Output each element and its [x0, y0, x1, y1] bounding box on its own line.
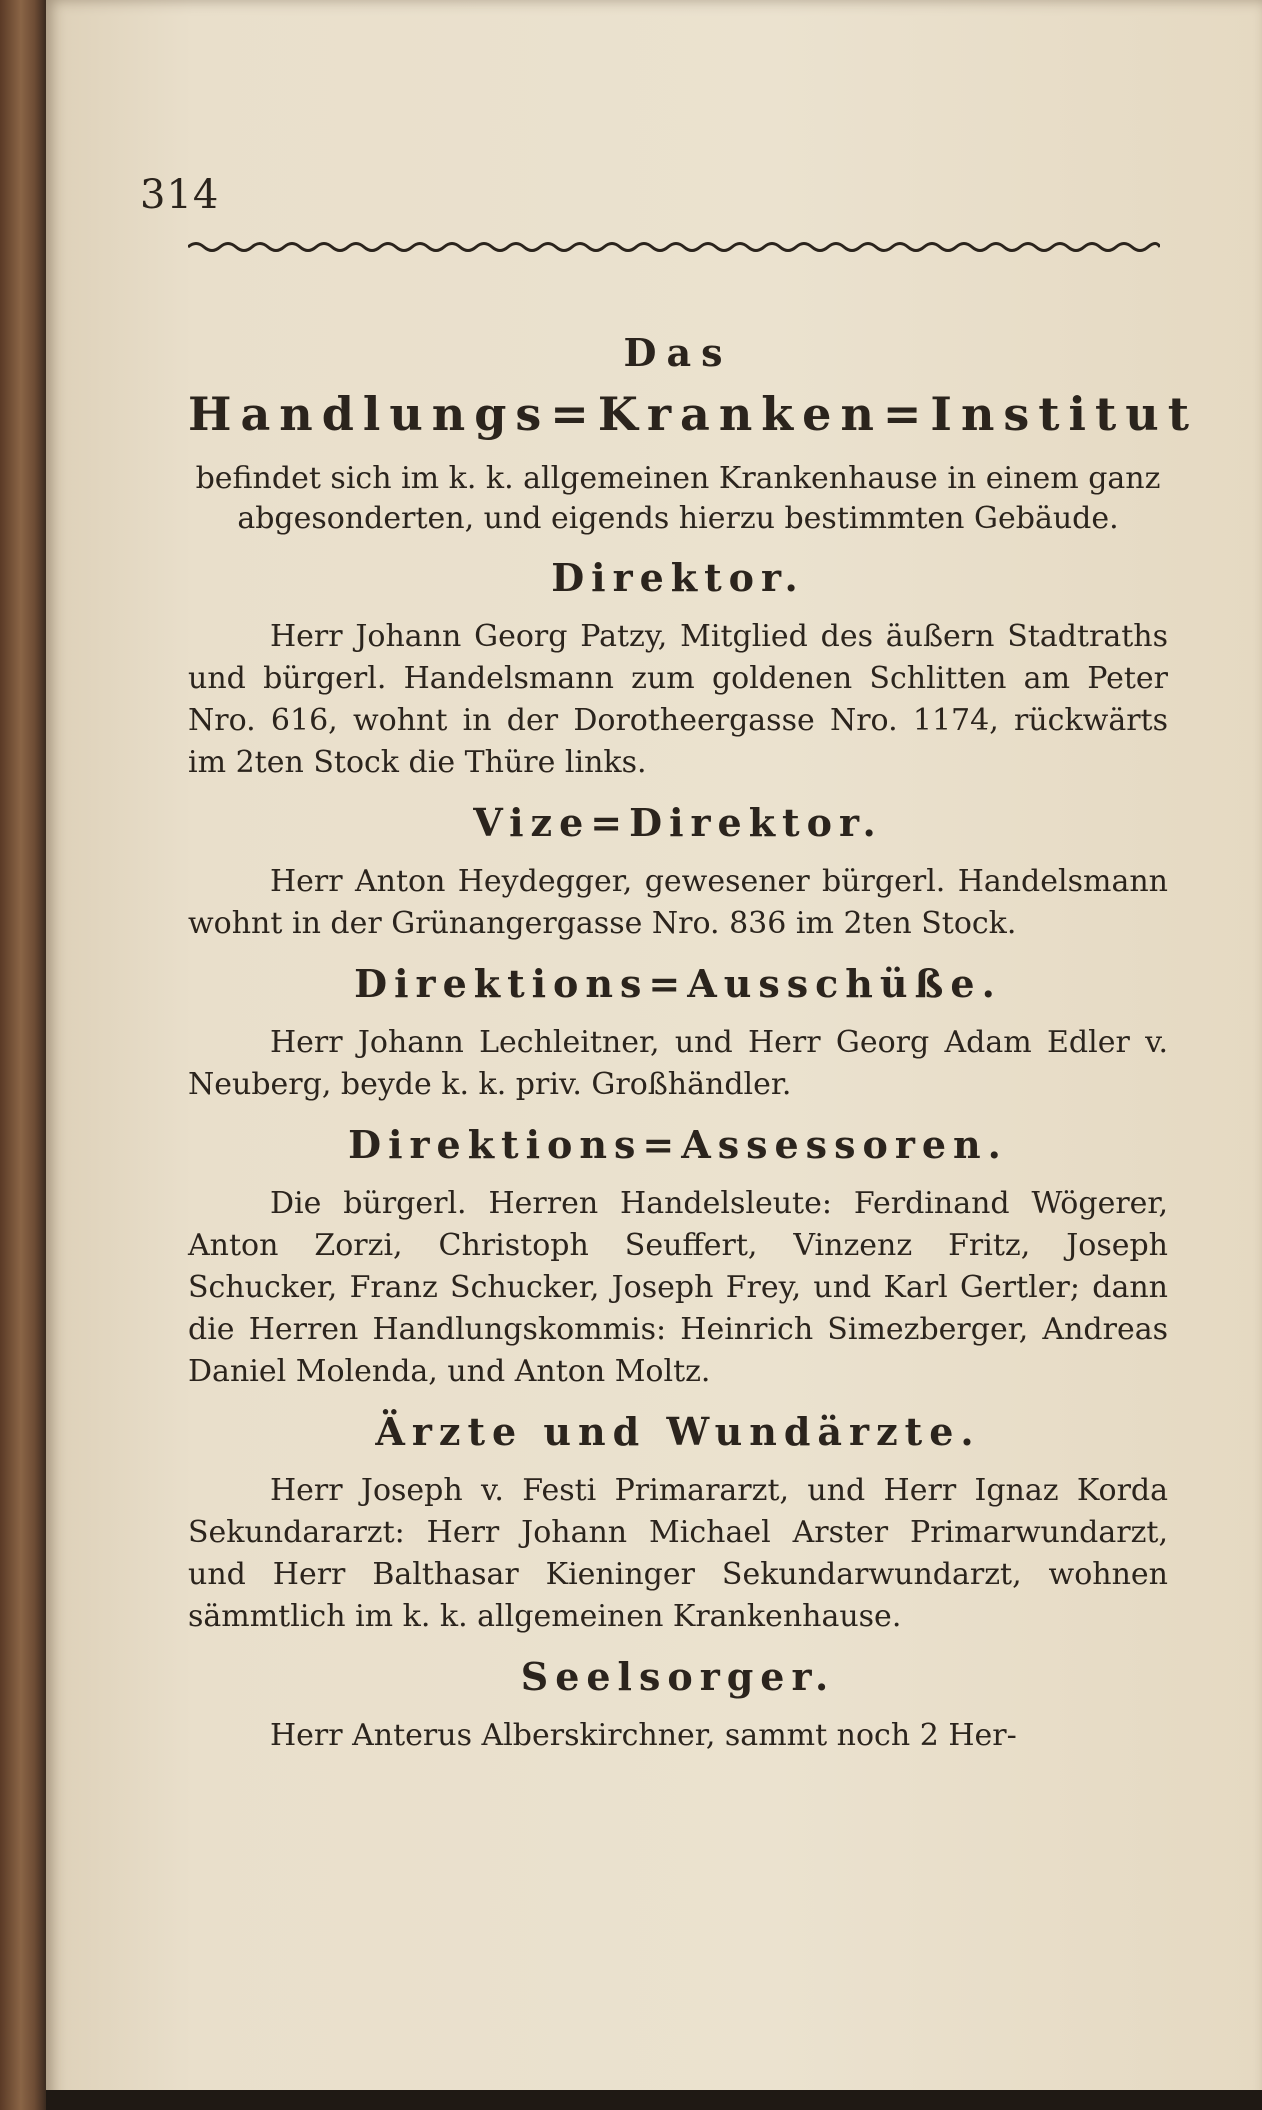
heading-das: Das: [623, 330, 733, 375]
section-heading-vize-direktor: Vize=Direktor.: [473, 800, 883, 845]
section-text-direktor: Herr Johann Georg Patzy, Mitglied des äußern Stadtraths und bürgerl. Handelsmann zum goldenen Schlitten am Peter Nro. 616, wohnt in der Dorotheergasse Nro. 1174, rückwärts im 2ten Stock die Thüre links.: [188, 619, 1168, 780]
section-text-aerzte: Herr Joseph v. Festi Primararzt, und Herr Ignaz Korda Sekundararzt: Herr Johann Michael Arster Primarwundarzt, und Herr Balthasar Kieninger Sekundarwundarzt, wohnen sämmtlich im k. k. allgemeinen Krankenhause.: [188, 1473, 1168, 1634]
page-number: 314: [140, 172, 220, 218]
section-text-vize-direktor: Herr Anton Heydegger, gewesener bürgerl. Handelsmann wohnt in der Grünangergasse Nro. 836 im 2ten Stock.: [188, 864, 1168, 941]
page-content: [188, 330, 1198, 1757]
section-heading-aerzte: Ärzte und Wundärzte.: [375, 1409, 981, 1454]
ornamental-rule: [188, 238, 1160, 256]
section-text-assessoren: Die bürgerl. Herren Handelsleute: Ferdinand Wögerer, Anton Zorzi, Christoph Seuffert, Vinzenz Fritz, Joseph Schucker, Franz Schucker, Joseph Frey, und Karl Gertler; dann die Herren Handlungskommis: Heinrich Simezberger, Andreas Daniel Molenda, und Anton Moltz.: [188, 1186, 1168, 1389]
page-bottom-shadow: [46, 2090, 1262, 2110]
page-title: Handlungs=Kranken=Institut: [188, 387, 1198, 441]
section-heading-ausschuesse: Direktions=Ausschüße.: [354, 961, 1002, 1006]
section-heading-seelsorger: Seelsorger.: [520, 1654, 836, 1699]
section-heading-assessoren: Direktions=Assessoren.: [348, 1122, 1008, 1167]
section-heading-direktor: Direktor.: [551, 555, 805, 600]
section-text-ausschuesse: Herr Johann Lechleitner, und Herr Georg Adam Edler v. Neuberg, beyde k. k. priv. Großhändler.: [188, 1025, 1168, 1102]
book-spine-edge: [0, 0, 46, 2110]
intro-text: befindet sich im k. k. allgemeinen Krankenhause in einem ganz abgesonderten, und eigends hierzu bestimmten Gebäude.: [195, 461, 1161, 536]
section-text-seelsorger: Herr Anterus Alberskirchner, sammt noch 2 Her-: [270, 1718, 1017, 1753]
